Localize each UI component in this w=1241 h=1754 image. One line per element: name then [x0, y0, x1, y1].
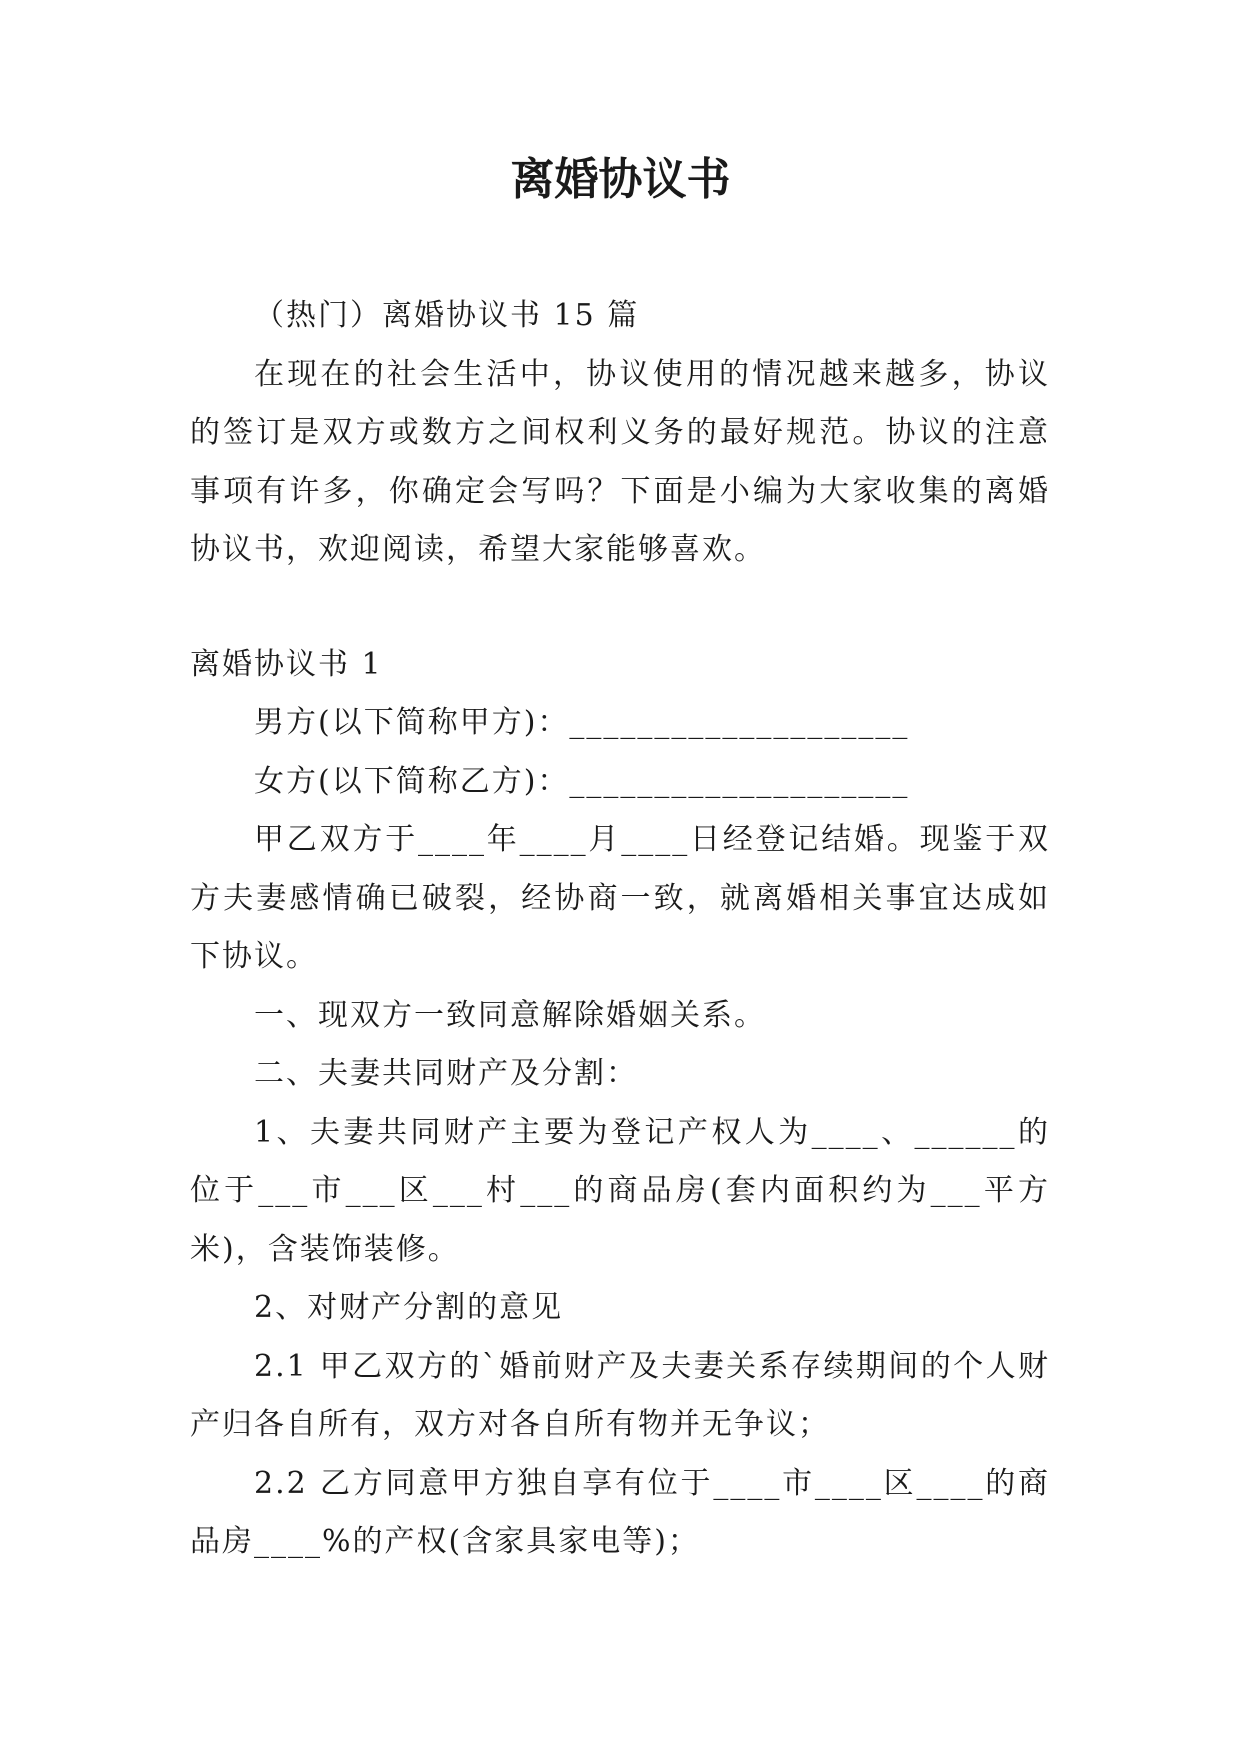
- clause-1: 一、现双方一致同意解除婚姻关系。: [254, 997, 766, 1033]
- clause-2-2-2: 2.2 乙方同意甲方独自享有位于____市____区____的商品房____%的产权(含家具家电等)；: [190, 1465, 1050, 1559]
- marriage-paragraph: 甲乙双方于____年____月____日经登记结婚。现鉴于双方夫妻感情确已破裂，经协商一致，就离婚相关事宜达成如下协议。: [190, 822, 1050, 974]
- section-heading: 离婚协议书 1: [190, 646, 383, 682]
- party-b-line: 女方(以下简称乙方)：____________________: [254, 763, 910, 799]
- clause-2-1: 1、夫妻共同财产主要为登记产权人为____、______的位于___市___区___村___的商品房(套内面积约为___平方米)，含装饰装修。: [190, 1114, 1050, 1267]
- clause-2: 二、夫妻共同财产及分割：: [254, 1056, 638, 1091]
- party-a-line: 男方(以下简称甲方)：____________________: [254, 705, 910, 740]
- document-title: 离婚协议书: [510, 154, 731, 205]
- intro-heading: （热门）离婚协议书 15 篇: [254, 298, 640, 333]
- document-body: [190, 287, 1050, 1572]
- section-gap: [190, 580, 1050, 636]
- clause-2-2: 2、对财产分割的意见: [254, 1290, 564, 1325]
- intro-paragraph: 在现在的社会生活中，协议使用的情况越来越多，协议的签订是双方或数方之间权利义务的最好规范。协议的注意事项有许多，你确定会写吗？下面是小编为大家收集的离婚协议书，欢迎阅读，希望大家能够喜欢。: [190, 356, 1050, 567]
- clause-2-2-1: 2.1 甲乙双方的`婚前财产及夫妻关系存续期间的个人财产归各自所有，双方对各自所有物并无争议；: [190, 1348, 1050, 1442]
